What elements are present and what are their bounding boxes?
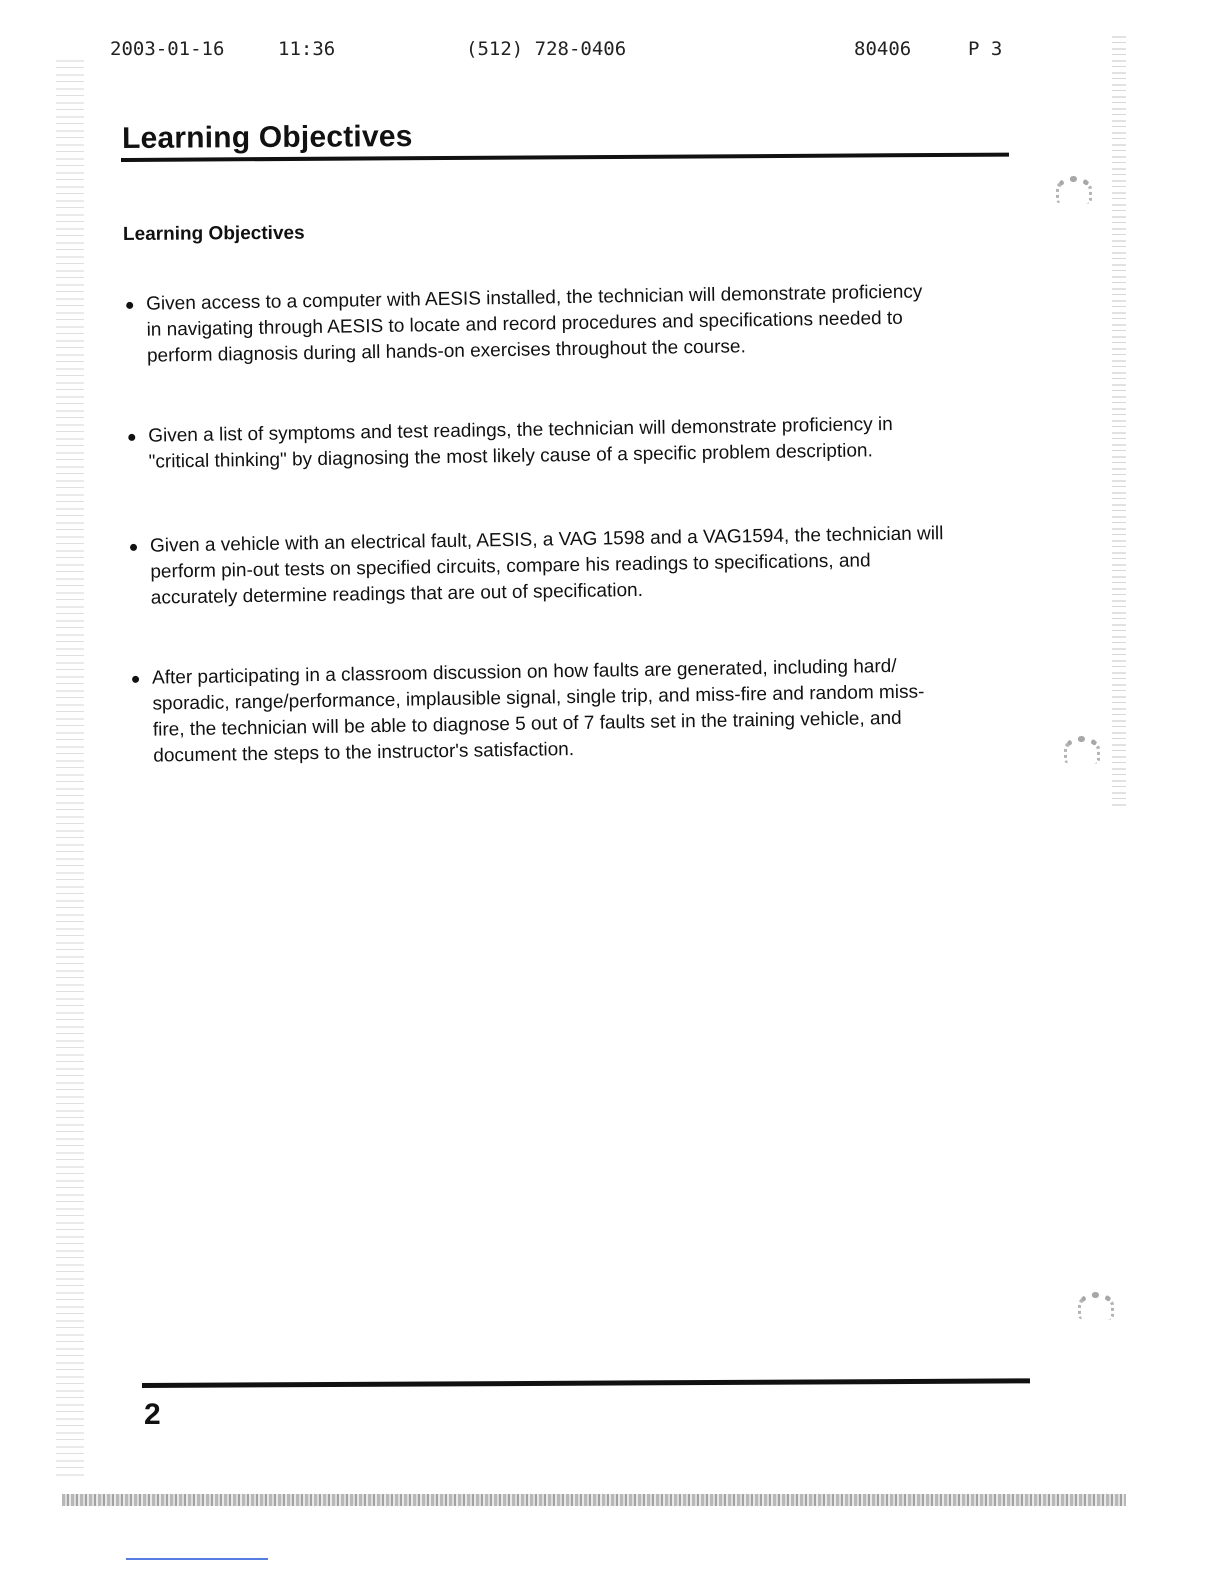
fax-phone: (512) 728-0406 bbox=[466, 38, 627, 60]
objective-line: "critical thinking" by diagnosing the most likely cause of a specific problem description. bbox=[148, 440, 873, 473]
objective-line: sporadic, range/performance, implausible signal, single trip, and miss-fire and random miss- bbox=[152, 681, 925, 715]
fax-header bbox=[110, 38, 1010, 64]
objective-line: fire, the technician will be able to diagnose 5 out of 7 faults set in the training vehicle, and bbox=[152, 707, 902, 741]
stray-line bbox=[126, 1558, 268, 1560]
fax-time: 11:36 bbox=[278, 38, 336, 60]
objective-line: in navigating through AESIS to locate and record procedures and specifications needed to bbox=[146, 307, 903, 341]
scan-edge-bottom bbox=[62, 1494, 1126, 1506]
footer-rule bbox=[142, 1378, 1030, 1388]
objective-line: Given a vehicle with an electrical fault, AESIS, a VAG 1598 and a VAG1594, the technician will bbox=[149, 523, 944, 557]
fax-date: 2003-01-16 bbox=[110, 38, 225, 60]
page-title: Learning Objectives bbox=[121, 119, 413, 155]
objective-item bbox=[128, 520, 1019, 612]
fax-page: P 3 bbox=[968, 38, 1003, 60]
hole-punch-mark bbox=[1064, 736, 1100, 764]
bullet-icon bbox=[126, 302, 133, 309]
objective-line: Given access to a computer with AESIS installed, the technician will demonstrate proficiency bbox=[146, 281, 923, 315]
bullet-icon bbox=[132, 676, 139, 683]
objective-item bbox=[130, 652, 1021, 767]
page-number: 2 bbox=[144, 1398, 161, 1431]
fax-code: 80406 bbox=[854, 38, 912, 60]
objective-line: accurately determine readings that are out of specification. bbox=[150, 579, 644, 609]
section-heading: Learning Objectives bbox=[122, 222, 305, 245]
hole-punch-mark bbox=[1056, 176, 1092, 204]
objective-item bbox=[126, 410, 1017, 476]
objective-line: perform diagnosis during all hands-on exercises throughout the course. bbox=[146, 336, 746, 367]
bullet-icon bbox=[128, 434, 135, 441]
objectives-list bbox=[124, 278, 1022, 798]
scan-edge-right bbox=[1112, 36, 1126, 806]
objective-line: perform pin-out tests on specified circuits, compare his readings to specifications, and bbox=[150, 550, 871, 583]
scan-edge-left bbox=[56, 60, 84, 1480]
objective-line: Given a list of symptoms and test readings, the technician will demonstrate proficiency in bbox=[148, 413, 893, 447]
objective-line: After participating in a classroom discussion on how faults are generated, including hard/ bbox=[151, 655, 897, 689]
bullet-icon bbox=[130, 544, 137, 551]
objective-line: document the steps to the instructor's satisfaction. bbox=[153, 738, 575, 767]
hole-punch-mark bbox=[1078, 1292, 1114, 1320]
objective-item bbox=[124, 278, 1015, 370]
